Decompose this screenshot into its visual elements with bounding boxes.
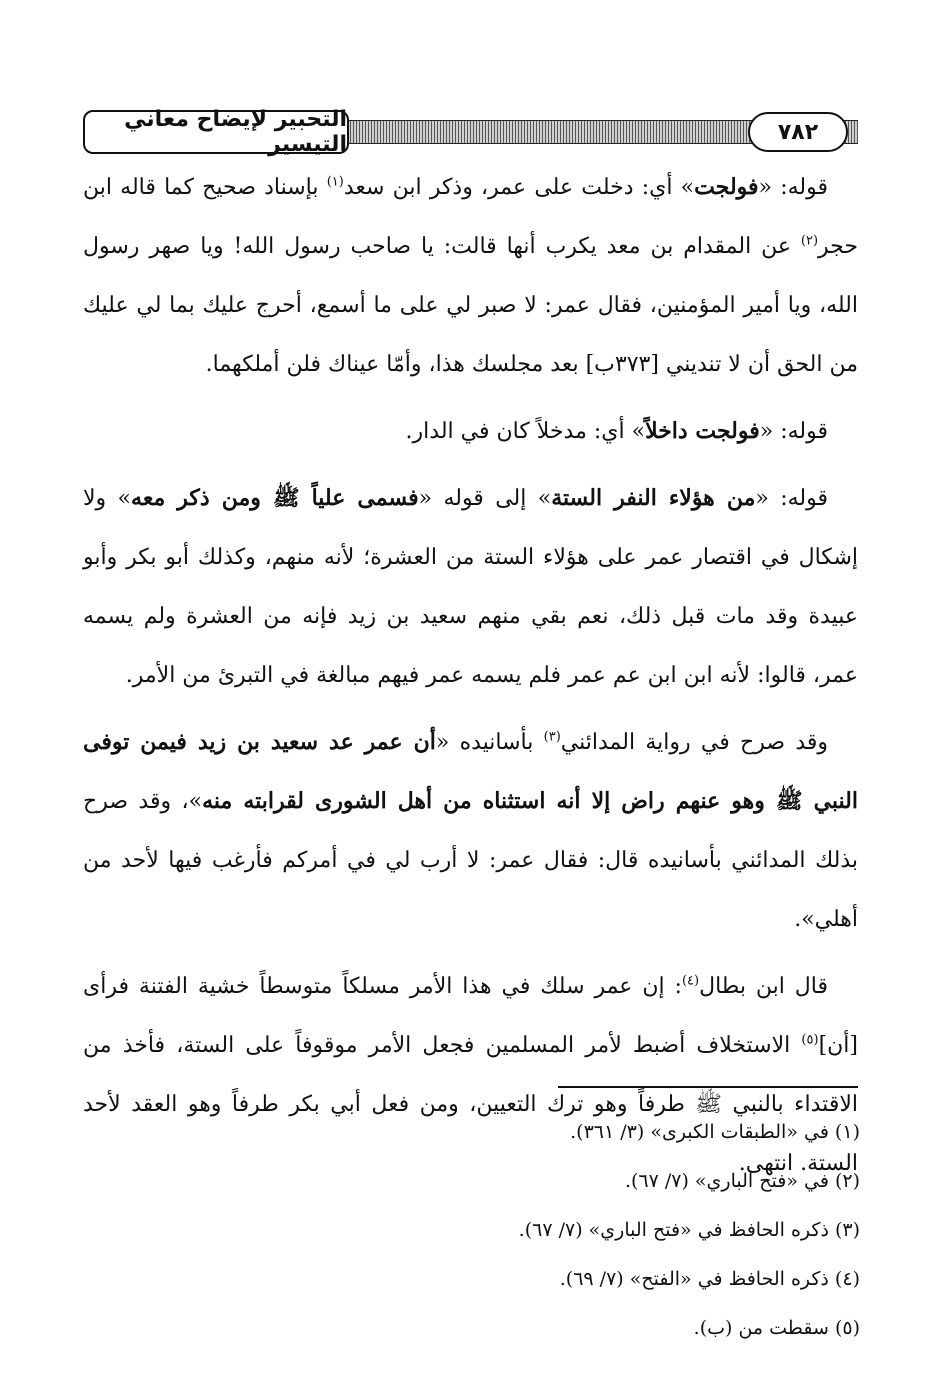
footnote-item: (٤) ذكره الحافظ في «الفتح» (٧/ ٦٩). — [559, 1268, 860, 1290]
footnotes — [440, 1108, 860, 1353]
footnote-item: (٢) في «فتح الباري» (٧/ ٦٧). — [624, 1170, 860, 1192]
text-run: عن المقدام بن معد يكرب أنها قالت: يا صاحب رسول الله! ويا صهر رسول الله، ويا أمير المؤمنين، فقال عمر: لا صبر لي على ما أسمع، أحرج عليك بما لي عليك من الحق أن لا تنديني [٣٧٣ب] بعد مجلسك هذا، وأمّا عيناك فلن أملكهما. — [83, 234, 858, 377]
paragraph — [83, 713, 858, 949]
footnote-reference: (٢) — [800, 233, 819, 249]
quoted-hadith-text: فولجت — [694, 174, 759, 200]
text-run: قوله: « — [755, 486, 829, 511]
paragraph — [83, 158, 858, 394]
footnote-reference: (٣) — [543, 729, 561, 745]
paragraph — [83, 402, 858, 461]
main-text — [83, 158, 858, 1193]
page-number: ٧٨٢ — [748, 112, 848, 152]
quoted-hadith-text: أن عمر عد سعيد بن زيد فيمن توفى النبي ﷺ وهو عنهم راض إلا أنه استثناه من أهل الشورى لقرابته منه — [83, 729, 859, 814]
text-run: : إن عمر سلك في هذا الأمر مسلكاً متوسطاً خشية الفتنة فرأى [أن] — [83, 974, 858, 1058]
text-run: وقد صرح في رواية المدائني — [560, 730, 829, 755]
footnote-item: (١) في «الطبقات الكبرى» (٣/ ٣٦١). — [570, 1121, 860, 1143]
text-run: الاستخلاف أضبط لأمر المسلمين فجعل الأمر موقوفاً على الستة، فأخذ من الاقتداء بالنبي ﷺ طرفاً وهو ترك التعيين، ومن فعل أبي بكر طرفاً وهو العقد لأحد الستة. انتهى. — [83, 1033, 858, 1176]
quoted-hadith-text: من هؤلاء النفر الستة — [551, 485, 756, 511]
quoted-hadith-text: فسمى علياً ﷺ ومن ذكر معه — [131, 485, 419, 511]
text-run: قوله: « — [758, 175, 828, 200]
text-run: » إلى قوله « — [418, 486, 552, 511]
footnote-reference: (٥) — [801, 1032, 819, 1048]
text-run: بإسناد صحيح كما قاله ابن حجر — [83, 175, 858, 259]
text-run: » أي: دخلت على عمر، وذكر ابن سعد — [343, 175, 695, 200]
footnote-item: (٣) ذكره الحافظ في «فتح الباري» (٧/ ٦٧). — [518, 1219, 860, 1241]
quoted-hadith-text: فولجت داخلاً — [645, 418, 760, 444]
footnote-item: (٥) سقطت من (ب). — [693, 1317, 860, 1339]
page-header — [83, 107, 858, 158]
text-run: »، وقد صرح بذلك المدائني بأسانيده قال: فقال عمر: لا أرب لي في أمركم فأرغب فيها لأحد من أهلي». — [83, 789, 858, 932]
paragraph — [83, 469, 858, 705]
text-run: بأسانيده « — [435, 730, 544, 755]
text-run: » أي: مدخلاً كان في الدار. — [405, 419, 646, 444]
text-run: قال ابن بطال — [699, 974, 829, 999]
text-run: قوله: « — [759, 419, 828, 444]
footnote-reference: (١) — [326, 174, 344, 190]
book-title: التحبير لإيضاح معاني التيسير — [83, 110, 349, 154]
footnote-reference: (٤) — [681, 973, 700, 989]
footnote-separator — [558, 1086, 858, 1088]
text-run: » ولا إشكال في اقتصار عمر على هؤلاء الستة من العشرة؛ لأنه منهم، وكذلك أبو بكر وأبو عبيدة وقد مات قبل ذلك، نعم بقي منهم سعيد بن زيد فإنه من العشرة ولم يسمه عمر، قالوا: لأنه ابن ابن عم عمر فلم يسمه عمر فيهم مبالغة في التبرئ من الأمر. — [83, 486, 858, 688]
